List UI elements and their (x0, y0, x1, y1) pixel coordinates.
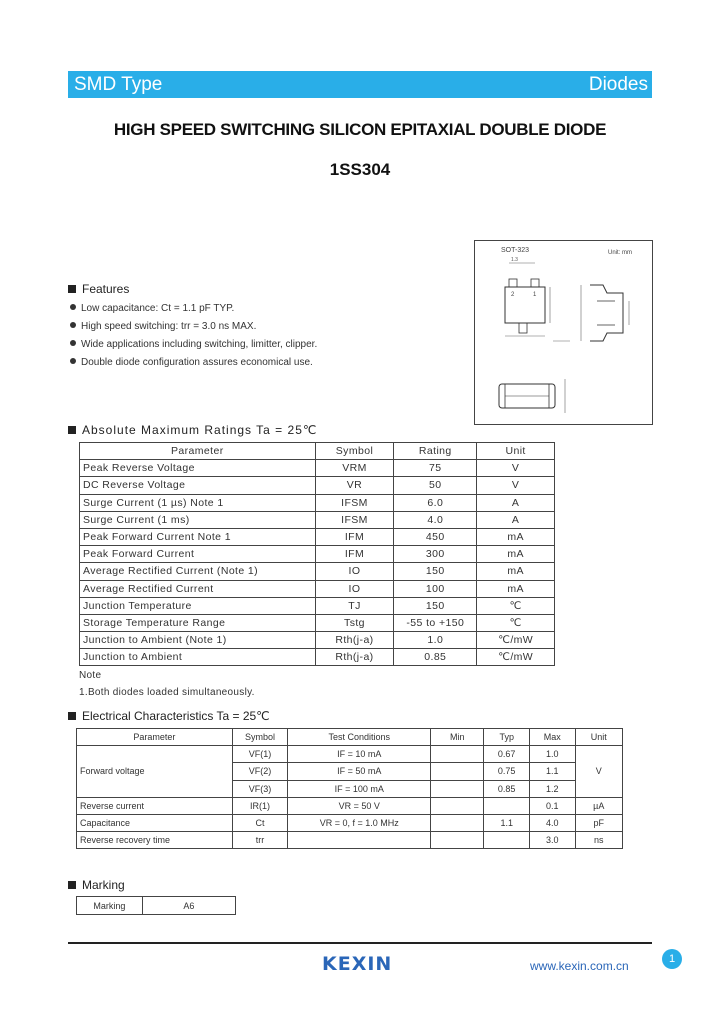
bullet-square-icon (68, 712, 76, 720)
table-cell: 3.0 (529, 832, 575, 849)
table-cell: A (477, 494, 555, 511)
table-cell: IFM (315, 546, 394, 563)
table-cell: Reverse current (77, 797, 233, 814)
package-units: Unit: mm (608, 250, 632, 256)
table-cell: VRM (315, 460, 394, 477)
table-cell (431, 797, 484, 814)
bullet-dot-icon (70, 322, 76, 328)
bullet-dot-icon (70, 304, 76, 310)
table-cell: mA (477, 546, 555, 563)
marking-value: A6 (142, 897, 235, 915)
table-cell: 300 (394, 546, 477, 563)
column-header: Parameter (77, 729, 233, 746)
column-header: Unit (477, 443, 555, 460)
column-header: Parameter (80, 443, 316, 460)
table-cell (431, 832, 484, 849)
table-cell: Tstg (315, 614, 394, 631)
table-cell: VR = 50 V (288, 797, 431, 814)
table-cell (431, 746, 484, 763)
marking-table (76, 896, 236, 915)
abs-max-table (79, 442, 555, 666)
table-cell: V (575, 746, 623, 798)
column-header: Test Conditions (288, 729, 431, 746)
table-cell: IF = 100 mA (288, 780, 431, 797)
table-cell: Rth(j-a) (315, 649, 394, 666)
table-cell: TJ (315, 597, 394, 614)
document-title: HIGH SPEED SWITCHING SILICON EPITAXIAL DOUBLE DIODE (113, 120, 607, 139)
table-cell: Average Rectified Current (80, 580, 316, 597)
part-number: 1SS304 (329, 160, 391, 179)
table-cell: IO (315, 563, 394, 580)
table-cell: 75 (394, 460, 477, 477)
elec-table (76, 728, 623, 849)
header-banner (68, 71, 652, 98)
column-header: Unit (575, 729, 623, 746)
table-cell: 1.0 (529, 746, 575, 763)
package-outline-drawing (474, 240, 653, 425)
feature-item: Double diode configuration assures economical use. (70, 357, 313, 368)
bullet-square-icon (68, 426, 76, 434)
table-row (80, 580, 555, 597)
table-row (80, 477, 555, 494)
table-cell: Peak Forward Current Note 1 (80, 528, 316, 545)
svg-text:1.3: 1.3 (511, 257, 518, 263)
column-header: Symbol (232, 729, 288, 746)
table-cell: 1.1 (529, 763, 575, 780)
elec-table-body (77, 729, 623, 849)
table-row (80, 528, 555, 545)
column-header: Min (431, 729, 484, 746)
table-cell (431, 814, 484, 831)
table-row (80, 546, 555, 563)
table-cell: 50 (394, 477, 477, 494)
table-cell: V (477, 477, 555, 494)
table-row (80, 494, 555, 511)
table-cell: IF = 10 mA (288, 746, 431, 763)
table-cell: 1.2 (529, 780, 575, 797)
table-cell: mA (477, 563, 555, 580)
table-cell: 0.67 (484, 746, 530, 763)
package-name: SOT-323 (501, 247, 530, 254)
table-cell: A (477, 511, 555, 528)
table-cell: Reverse recovery time (77, 832, 233, 849)
table-cell: Ct (232, 814, 288, 831)
table-cell: IF = 50 mA (288, 763, 431, 780)
table-cell: ns (575, 832, 623, 849)
website-link[interactable]: www.kexin.com.cn (530, 959, 629, 973)
table-row (77, 797, 623, 814)
bullet-square-icon (68, 285, 76, 293)
table-cell (484, 797, 530, 814)
table-header-row (77, 729, 623, 746)
table-cell: IR(1) (232, 797, 288, 814)
table-cell: mA (477, 580, 555, 597)
table-cell: 0.85 (394, 649, 477, 666)
table-cell: Surge Current (1 µs) Note 1 (80, 494, 316, 511)
table-cell: IFM (315, 528, 394, 545)
features-heading: Features (68, 282, 129, 296)
table-cell: 0.85 (484, 780, 530, 797)
table-row (80, 563, 555, 580)
table-header-row (80, 443, 555, 460)
table-cell: ℃/mW (477, 632, 555, 649)
table-cell: IFSM (315, 494, 394, 511)
table-cell: Surge Current (1 ms) (80, 511, 316, 528)
table-cell (431, 780, 484, 797)
table-cell: VR (315, 477, 394, 494)
table-row (80, 614, 555, 631)
column-header: Max (529, 729, 575, 746)
table-cell: 150 (394, 597, 477, 614)
abs-max-table-body (80, 443, 555, 666)
table-cell: ℃/mW (477, 649, 555, 666)
marking-label: Marking (77, 897, 143, 915)
feature-item: Low capacitance: Ct = 1.1 pF TYP. (70, 303, 234, 314)
table-row (80, 597, 555, 614)
table-cell: Storage Temperature Range (80, 614, 316, 631)
column-header: Symbol (315, 443, 394, 460)
table-cell: Capacitance (77, 814, 233, 831)
table-cell (288, 832, 431, 849)
feature-item: High speed switching: trr = 3.0 ns MAX. (70, 321, 256, 332)
table-cell: 6.0 (394, 494, 477, 511)
table-cell: VF(3) (232, 780, 288, 797)
table-cell: Peak Forward Current (80, 546, 316, 563)
svg-text:1: 1 (533, 292, 537, 298)
column-header: Rating (394, 443, 477, 460)
table-cell: ℃ (477, 597, 555, 614)
table-row (77, 832, 623, 849)
header-type: Diodes (588, 74, 648, 95)
table-row (80, 460, 555, 477)
table-cell: 1.0 (394, 632, 477, 649)
marking-heading: Marking (68, 878, 125, 892)
page-number: 1 (662, 949, 682, 969)
abs-max-heading: Absolute Maximum Ratings Ta = 25℃ (68, 423, 317, 437)
feature-item: Wide applications including switching, limitter, clipper. (70, 339, 317, 350)
table-row (77, 814, 623, 831)
table-cell: 4.0 (394, 511, 477, 528)
table-cell: µA (575, 797, 623, 814)
table-cell: 0.1 (529, 797, 575, 814)
header-category: SMD Type (74, 74, 163, 95)
bullet-dot-icon (70, 340, 76, 346)
table-cell: 0.75 (484, 763, 530, 780)
table-row (80, 649, 555, 666)
table-cell: trr (232, 832, 288, 849)
kexin-logo: KEXIN (322, 953, 393, 975)
bullet-dot-icon (70, 358, 76, 364)
table-cell: mA (477, 528, 555, 545)
table-cell: Junction Temperature (80, 597, 316, 614)
table-cell: Junction to Ambient (80, 649, 316, 666)
column-header: Typ (484, 729, 530, 746)
table-cell: 100 (394, 580, 477, 597)
table-cell: IO (315, 580, 394, 597)
table-cell: VF(1) (232, 746, 288, 763)
table-cell: 450 (394, 528, 477, 545)
table-cell: 4.0 (529, 814, 575, 831)
table-cell: Rth(j-a) (315, 632, 394, 649)
footer-divider (68, 942, 652, 944)
table-cell: 150 (394, 563, 477, 580)
table-cell (484, 832, 530, 849)
table-cell: pF (575, 814, 623, 831)
package-diagram (475, 241, 652, 424)
table-cell: -55 to +150 (394, 614, 477, 631)
table-row (80, 511, 555, 528)
table-cell: ℃ (477, 614, 555, 631)
bullet-square-icon (68, 881, 76, 889)
table-cell: DC Reverse Voltage (80, 477, 316, 494)
table-cell (431, 763, 484, 780)
table-cell: Average Rectified Current (Note 1) (80, 563, 316, 580)
table-row (77, 746, 623, 763)
table-cell: IFSM (315, 511, 394, 528)
table-row (80, 632, 555, 649)
table-cell: Forward voltage (77, 746, 233, 798)
note-label: Note (79, 670, 102, 681)
table-cell: Peak Reverse Voltage (80, 460, 316, 477)
table-cell: 1.1 (484, 814, 530, 831)
elec-heading: Electrical Characteristics Ta = 25℃ (68, 709, 270, 723)
table-cell: VR = 0, f = 1.0 MHz (288, 814, 431, 831)
table-cell: Junction to Ambient (Note 1) (80, 632, 316, 649)
table-cell: VF(2) (232, 763, 288, 780)
table-cell: V (477, 460, 555, 477)
note-text: 1.Both diodes loaded simultaneously. (79, 687, 255, 698)
svg-text:2: 2 (511, 292, 515, 298)
